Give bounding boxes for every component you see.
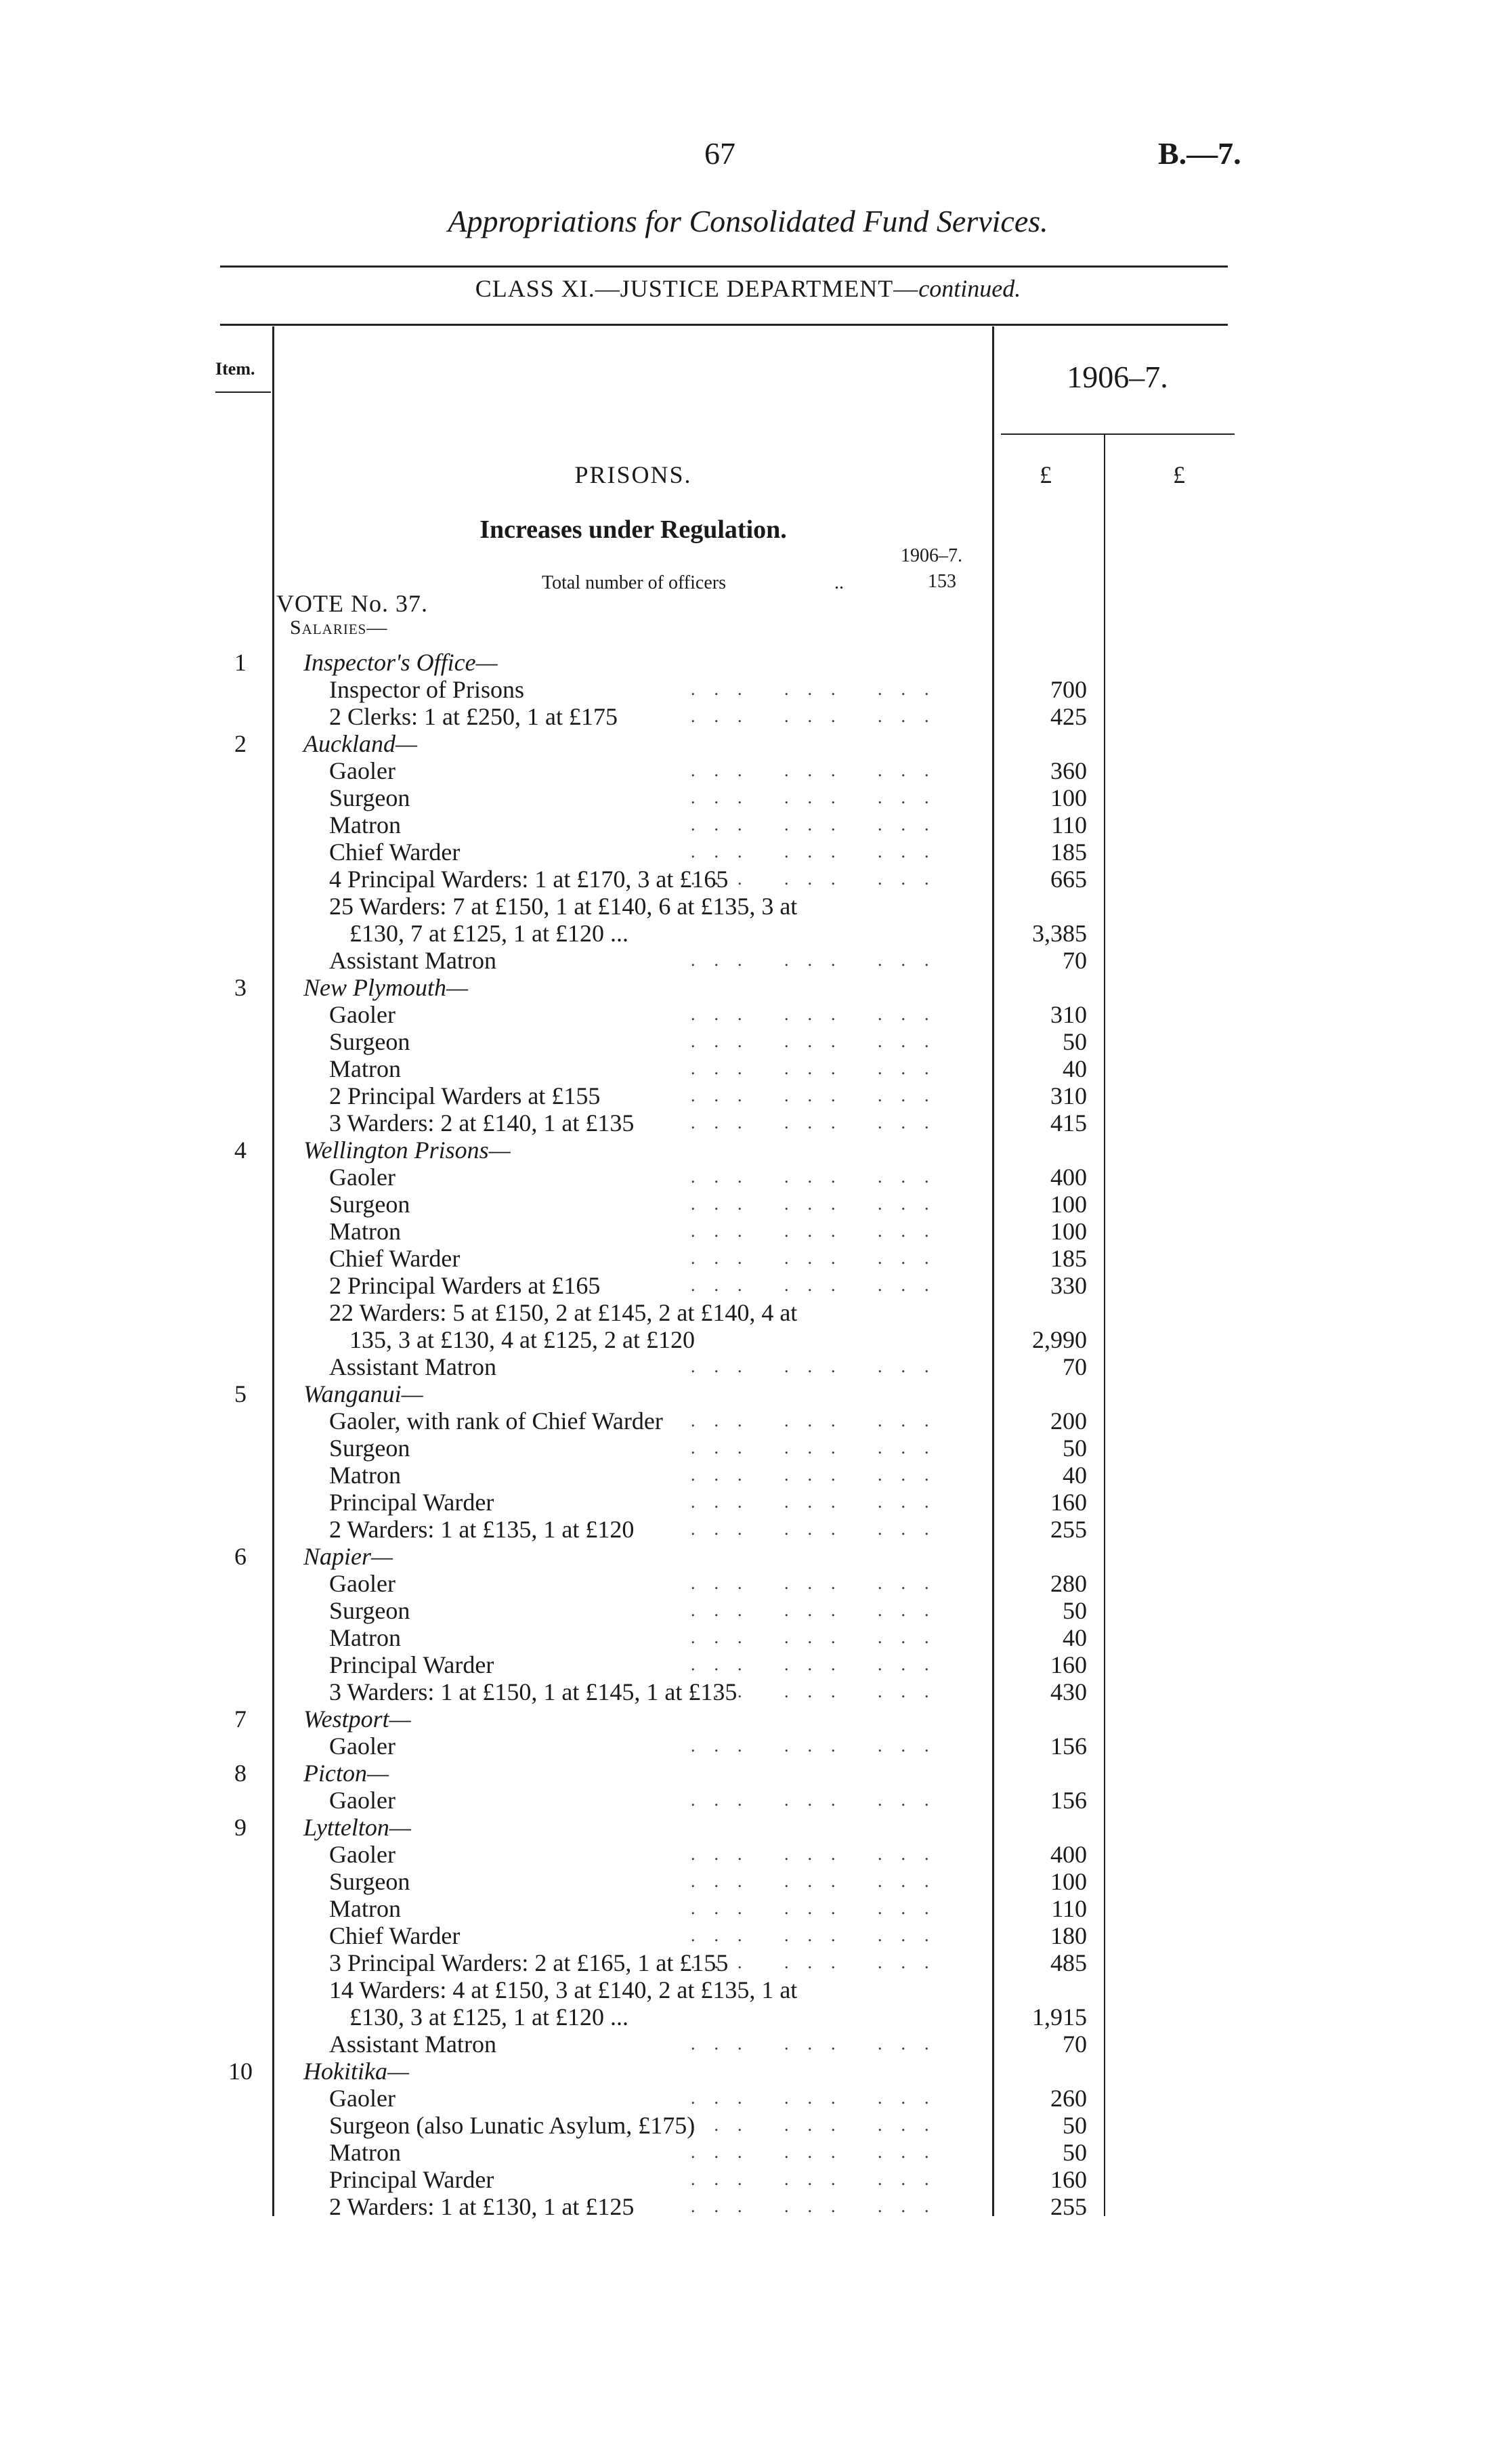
item-number: 10 [228, 2058, 253, 2085]
institution-name: New Plymouth— [303, 974, 468, 1001]
line-description: Chief Warder [329, 1922, 461, 1949]
table-row [0, 866, 1496, 893]
institution-row [0, 1137, 1496, 1164]
institution-row [0, 1760, 1496, 1787]
line-description: Matron [329, 1462, 401, 1489]
dot-leader: ... ... ... [691, 1248, 948, 1268]
amount-value: 700 [1050, 676, 1087, 703]
line-description: 22 Warders: 5 at £150, 2 at £145, 2 at £140, 4 at [329, 1299, 798, 1326]
amount-value: 400 [1050, 1841, 1087, 1868]
line-description: 2 Principal Warders at £155 [329, 1082, 601, 1109]
amount-value: 160 [1050, 2166, 1087, 2193]
line-description: 3 Warders: 2 at £140, 1 at £135 [329, 1109, 635, 1137]
table-row [0, 1516, 1496, 1543]
amount-value: 260 [1050, 2085, 1087, 2112]
table-row [0, 703, 1496, 730]
institution-row [0, 974, 1496, 1001]
table-row [0, 1109, 1496, 1137]
total-officers-leader: .. [834, 572, 844, 593]
dot-leader: ... ... ... [691, 2196, 948, 2216]
table-row [0, 1597, 1496, 1624]
amount-value: 430 [1050, 1678, 1087, 1705]
line-description: Inspector of Prisons [329, 676, 524, 703]
line-description: Chief Warder [329, 838, 461, 866]
dot-leader: ... ... ... [691, 2088, 948, 2108]
line-description: Matron [329, 1055, 401, 1082]
dot-leader: ... ... ... [691, 1898, 948, 1918]
table-row [0, 838, 1496, 866]
year-heading-rule [1001, 433, 1235, 435]
amount-value: 70 [1063, 1353, 1087, 1380]
line-description: 3 Warders: 1 at £150, 1 at £145, 1 at £135 [329, 1678, 738, 1705]
dot-leader: ... ... ... [691, 869, 948, 889]
table-row [0, 2166, 1496, 2193]
amount-value: 3,385 [1032, 920, 1087, 947]
line-description: 25 Warders: 7 at £150, 1 at £140, 6 at £135, 3 at [329, 893, 798, 920]
amount-value: 425 [1050, 703, 1087, 730]
amount-value: 110 [1051, 1895, 1087, 1922]
dot-leader: ... ... ... [691, 1059, 948, 1078]
line-description: Gaoler [329, 2085, 396, 2112]
dot-leader: ... ... ... [691, 815, 948, 834]
table-row [0, 1218, 1496, 1245]
amount-value: 50 [1063, 2112, 1087, 2139]
line-description: Assistant Matron [329, 1353, 496, 1380]
line-description: Principal Warder [329, 1489, 494, 1516]
table-row [0, 2031, 1496, 2058]
item-number: 7 [234, 1705, 247, 1733]
amount-value: 255 [1050, 1516, 1087, 1543]
line-description: Surgeon [329, 1191, 410, 1218]
table-row [0, 1895, 1496, 1922]
dot-leader: ... ... ... [691, 1655, 948, 1674]
section-title: PRISONS. [574, 461, 692, 488]
amount-value: 400 [1050, 1164, 1087, 1191]
line-description: Assistant Matron [329, 947, 496, 974]
table-row [0, 1976, 1496, 2003]
dot-leader: ... ... ... [691, 1086, 948, 1105]
amount-value: 40 [1063, 1624, 1087, 1651]
table-row [0, 1651, 1496, 1678]
amount-value: 40 [1063, 1055, 1087, 1082]
dot-leader: ... ... ... [691, 761, 948, 780]
table-row [0, 1326, 1496, 1353]
amount-value: 185 [1050, 1245, 1087, 1272]
institution-row [0, 1814, 1496, 1841]
table-row [0, 811, 1496, 838]
table-row [0, 1299, 1496, 1326]
table-row [0, 784, 1496, 811]
dot-leader: ... ... ... [691, 1167, 948, 1187]
page-title: Appropriations for Consolidated Fund Services. [448, 204, 1048, 238]
table-row [0, 2193, 1496, 2220]
item-number: 2 [234, 730, 247, 757]
line-description: Matron [329, 1895, 401, 1922]
item-number: 5 [234, 1380, 247, 1407]
line-description: Gaoler [329, 757, 396, 784]
amount-value: 50 [1063, 1028, 1087, 1055]
amount-value: 360 [1050, 757, 1087, 784]
amount-value: 40 [1063, 1462, 1087, 1489]
document-code: B.—7. [1158, 136, 1241, 171]
line-description: Surgeon [329, 1028, 410, 1055]
amount-value: 100 [1050, 1868, 1087, 1895]
line-description: Surgeon [329, 1435, 410, 1462]
dot-leader: ... ... ... [691, 950, 948, 970]
line-description: 135, 3 at £130, 4 at £125, 2 at £120 [349, 1326, 695, 1353]
table-row [0, 1489, 1496, 1516]
table-row [0, 1462, 1496, 1489]
dot-leader: ... ... ... [691, 1032, 948, 1051]
class-heading-main: CLASS XI.—JUSTICE DEPARTMENT— [475, 275, 919, 302]
table-row [0, 1841, 1496, 1868]
amount-value: 156 [1050, 1733, 1087, 1760]
dot-leader: ... ... ... [691, 1492, 948, 1512]
table-row [0, 1028, 1496, 1055]
line-description: Matron [329, 811, 401, 838]
table-row [0, 1191, 1496, 1218]
institution-name: Napier— [303, 1543, 393, 1570]
amount-value: 156 [1050, 1787, 1087, 1814]
table-row [0, 1624, 1496, 1651]
table-row [0, 1949, 1496, 1976]
line-description: Chief Warder [329, 1245, 461, 1272]
table-row [0, 1164, 1496, 1191]
dot-leader: ... ... ... [691, 2169, 948, 2189]
line-description: Surgeon (also Lunatic Asylum, £175) [329, 2112, 696, 2139]
table-row [0, 947, 1496, 974]
amount-value: 110 [1051, 811, 1087, 838]
table-row [0, 2003, 1496, 2031]
dot-leader: ... ... ... [691, 1844, 948, 1864]
institution-name: Wellington Prisons— [303, 1137, 511, 1164]
amount-value: 415 [1050, 1109, 1087, 1137]
institution-name: Lyttelton— [303, 1814, 411, 1841]
dot-leader: ... ... ... [691, 1600, 948, 1620]
institution-row [0, 1380, 1496, 1407]
amount-value: 50 [1063, 1435, 1087, 1462]
item-number: 8 [234, 1760, 247, 1787]
amount-value: 100 [1050, 784, 1087, 811]
table-row [0, 893, 1496, 920]
institution-row [0, 2058, 1496, 2085]
dot-leader: ... ... ... [691, 1871, 948, 1891]
amount-value: 100 [1050, 1218, 1087, 1245]
item-column-label: Item. [215, 359, 255, 379]
amount-value: 280 [1050, 1570, 1087, 1597]
line-description: Gaoler [329, 1733, 396, 1760]
item-number: 1 [234, 649, 247, 676]
dot-leader: ... ... ... [691, 2115, 948, 2135]
item-number: 3 [234, 974, 247, 1001]
amount-value: 200 [1050, 1407, 1087, 1435]
amount-value: 50 [1063, 2139, 1087, 2166]
line-description: 2 Principal Warders at £165 [329, 1272, 601, 1299]
institution-name: Westport— [303, 1705, 411, 1733]
table-row [0, 1868, 1496, 1895]
dot-leader: ... ... ... [691, 1438, 948, 1458]
amount-value: 485 [1050, 1949, 1087, 1976]
amount-value: 50 [1063, 1597, 1087, 1624]
table-row [0, 2139, 1496, 2166]
line-description: Surgeon [329, 1868, 410, 1895]
amount-value: 180 [1050, 1922, 1087, 1949]
line-description: Gaoler, with rank of Chief Warder [329, 1407, 663, 1435]
table-row [0, 1435, 1496, 1462]
line-description: Gaoler [329, 1001, 396, 1028]
table-row [0, 1245, 1496, 1272]
table-top-rule [220, 324, 1228, 326]
amount-value: 185 [1050, 838, 1087, 866]
table-row [0, 2085, 1496, 2112]
table-row [0, 757, 1496, 784]
institution-row [0, 730, 1496, 757]
table-row [0, 1787, 1496, 1814]
line-description: 14 Warders: 4 at £150, 3 at £140, 2 at £135, 1 at [329, 1976, 798, 2003]
dot-leader: ... ... ... [691, 1411, 948, 1430]
class-heading-continued: continued. [918, 275, 1021, 302]
table-row [0, 1407, 1496, 1435]
line-description: Matron [329, 1218, 401, 1245]
amount-value: 160 [1050, 1489, 1087, 1516]
amount-value: 310 [1050, 1082, 1087, 1109]
institution-row [0, 649, 1496, 676]
line-description: Gaoler [329, 1841, 396, 1868]
total-year-label: 1906–7. [901, 545, 962, 566]
item-number: 9 [234, 1814, 247, 1841]
dot-leader: ... ... ... [691, 1736, 948, 1756]
table-row [0, 1678, 1496, 1705]
line-description: Principal Warder [329, 2166, 494, 2193]
amount-value: 2,990 [1032, 1326, 1087, 1353]
dot-leader: ... ... ... [691, 2034, 948, 2054]
dot-leader: ... ... ... [691, 1465, 948, 1485]
line-description: Surgeon [329, 784, 410, 811]
line-description: 2 Warders: 1 at £135, 1 at £120 [329, 1516, 635, 1543]
table-row [0, 1922, 1496, 1949]
line-description: Gaoler [329, 1570, 396, 1597]
table-row [0, 1001, 1496, 1028]
line-description: 2 Clerks: 1 at £250, 1 at £175 [329, 703, 618, 730]
dot-leader: ... ... ... [691, 706, 948, 726]
dot-leader: ... ... ... [691, 1953, 948, 1972]
class-heading [0, 274, 1496, 303]
amount-value: 255 [1050, 2193, 1087, 2220]
section-subtitle: Increases under Regulation. [479, 515, 787, 544]
line-description: Matron [329, 1624, 401, 1651]
line-description: £130, 7 at £125, 1 at £120 ... [349, 920, 628, 947]
institution-name: Picton— [303, 1760, 389, 1787]
line-description: Principal Warder [329, 1651, 494, 1678]
dot-leader: ... ... ... [691, 842, 948, 862]
line-description: Gaoler [329, 1164, 396, 1191]
table-row [0, 2112, 1496, 2139]
year-column-heading: 1906–7. [1067, 360, 1168, 394]
dot-leader: ... ... ... [691, 1628, 948, 1647]
line-description: £130, 3 at £125, 1 at £120 ... [349, 2003, 628, 2031]
total-officers-label: Total number of officers [542, 572, 726, 593]
table-row [0, 1733, 1496, 1760]
table-row [0, 1055, 1496, 1082]
item-number: 6 [234, 1543, 247, 1570]
table-row [0, 1082, 1496, 1109]
vote-heading: VOTE No. 37. [276, 590, 428, 617]
amount-value: 160 [1050, 1651, 1087, 1678]
title-rule [220, 265, 1228, 268]
dot-leader: ... ... ... [691, 788, 948, 807]
table-row [0, 1353, 1496, 1380]
dot-leader: ... ... ... [691, 1519, 948, 1539]
amount-value: 310 [1050, 1001, 1087, 1028]
dot-leader: ... ... ... [691, 1194, 948, 1214]
dot-leader: ... ... ... [691, 1573, 948, 1593]
amount-value: 70 [1063, 947, 1087, 974]
salaries-heading: Salaries— [290, 616, 388, 639]
total-officers-value: 153 [928, 571, 956, 592]
institution-row [0, 1543, 1496, 1570]
item-number: 4 [234, 1137, 247, 1164]
dot-leader: ... ... ... [691, 1275, 948, 1295]
line-description: 4 Principal Warders: 1 at £170, 3 at £165 [329, 866, 729, 893]
amount-value: 70 [1063, 2031, 1087, 2058]
dot-leader: ... ... ... [691, 2142, 948, 2162]
dot-leader: ... ... ... [691, 1221, 948, 1241]
dot-leader: ... ... ... [691, 1004, 948, 1024]
institution-name: Inspector's Office— [303, 649, 498, 676]
pound-sign-right: £ [1173, 461, 1185, 488]
line-description: 3 Principal Warders: 2 at £165, 1 at £155 [329, 1949, 729, 1976]
institution-name: Hokitika— [303, 2058, 409, 2085]
dot-leader: ... ... ... [691, 1682, 948, 1701]
table-row [0, 1570, 1496, 1597]
amount-value: 100 [1050, 1191, 1087, 1218]
page-number: 67 [704, 136, 735, 171]
dot-leader: ... ... ... [691, 1926, 948, 1945]
item-label-rule [215, 391, 271, 393]
table-row [0, 920, 1496, 947]
dot-leader: ... ... ... [691, 1113, 948, 1132]
line-description: Assistant Matron [329, 2031, 496, 2058]
amount-value: 1,915 [1032, 2003, 1087, 2031]
amount-value: 665 [1050, 866, 1087, 893]
line-description: Surgeon [329, 1597, 410, 1624]
dot-leader: ... ... ... [691, 1790, 948, 1810]
table-row [0, 1272, 1496, 1299]
amount-value: 330 [1050, 1272, 1087, 1299]
line-description: Matron [329, 2139, 401, 2166]
line-description: 2 Warders: 1 at £130, 1 at £125 [329, 2193, 635, 2220]
dot-leader: ... ... ... [691, 1357, 948, 1376]
line-description: Gaoler [329, 1787, 396, 1814]
institution-row [0, 1705, 1496, 1733]
dot-leader: ... ... ... [691, 679, 948, 699]
institution-name: Wanganui— [303, 1380, 423, 1407]
pound-sign-left: £ [1040, 461, 1052, 488]
institution-name: Auckland— [303, 730, 417, 757]
table-row [0, 676, 1496, 703]
